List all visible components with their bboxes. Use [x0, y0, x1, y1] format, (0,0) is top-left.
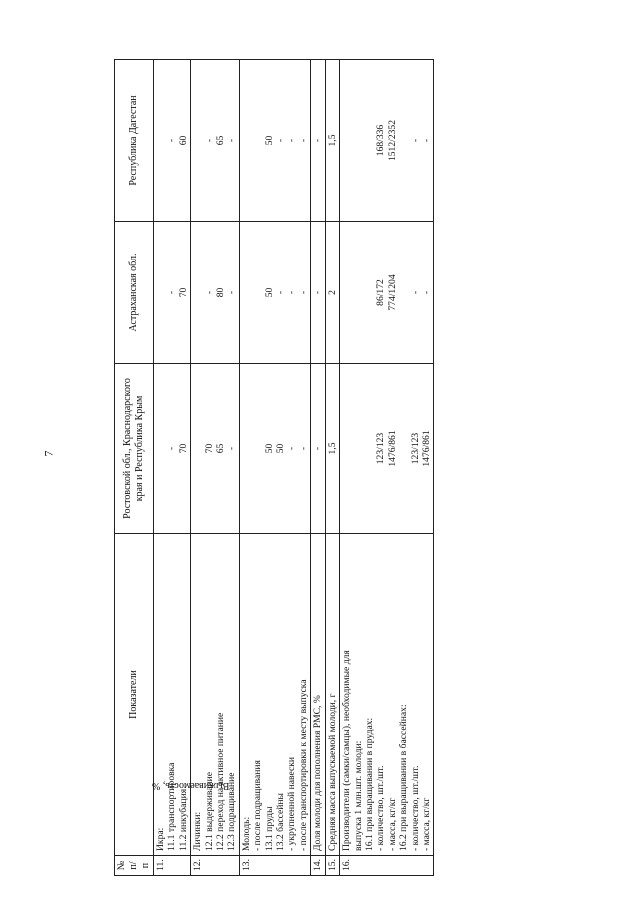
dagestan-value	[364, 64, 375, 217]
rostov-value: -	[312, 446, 324, 451]
astrakhan-value: -	[409, 290, 421, 295]
astrakhan-value: -	[286, 290, 298, 295]
indicator-line: Молодь:	[240, 816, 252, 851]
dagestan-value: -	[286, 138, 298, 143]
indicator-line: 13.2 бассейны	[275, 793, 287, 851]
indicator-cell	[340, 534, 434, 856]
page-number: 7	[41, 450, 56, 457]
astrakhan-value-cell	[340, 222, 434, 364]
row-number	[311, 856, 325, 876]
astrakhan-value: -	[297, 290, 309, 295]
indicator-line: Средняя масса выпускаемой молоди, г	[326, 693, 338, 851]
astrakhan-value: 50	[263, 287, 275, 298]
astrakhan-value-cell	[325, 222, 339, 364]
table-row	[311, 60, 325, 876]
rostov-value: -	[226, 446, 238, 451]
dagestan-value: -	[312, 138, 324, 143]
header-indicator: Показатели	[115, 534, 154, 856]
astrakhan-value	[192, 226, 203, 359]
indicator-line: - укрупненной навески	[286, 756, 298, 851]
row-number-text: 13.	[240, 859, 252, 871]
dagestan-value-cell	[325, 60, 339, 222]
indicator-line: 12.1 выдерживание	[203, 771, 215, 851]
indicator-line: Личинки:	[192, 811, 204, 851]
rostov-value-cell	[340, 364, 434, 534]
indicator-line: 16.1 при выращивании в прудах:	[363, 717, 375, 851]
rostov-value: 70	[203, 443, 215, 454]
dagestan-value: -	[420, 138, 432, 143]
indicator-line: выпуска 1 млн.шт. молоди:	[352, 740, 364, 851]
indicator-line: Доля молоди для пополнения РМС, %	[312, 695, 324, 851]
rostov-value: 50	[275, 443, 287, 454]
indicator-line: 12.2 переход на активное питание	[215, 712, 227, 851]
rostov-value: 70	[177, 443, 189, 454]
dagestan-value: 168/336	[375, 124, 387, 157]
indicator-line: 16.2 при выращивании в бассейнах:	[398, 704, 410, 851]
rostov-value: 1,5	[326, 442, 338, 455]
rostov-value: -	[286, 446, 298, 451]
row-number	[325, 856, 339, 876]
astrakhan-value: -	[312, 290, 324, 295]
rostov-value	[364, 368, 375, 529]
astrakhan-value	[398, 226, 409, 359]
astrakhan-value: 80	[215, 287, 227, 298]
indicator-line: 11.2 инкубация	[177, 788, 189, 851]
astrakhan-value: 774/1204	[386, 274, 398, 311]
dagestan-value	[155, 64, 166, 217]
rostov-value	[241, 368, 252, 529]
rostov-value-cell	[154, 364, 191, 534]
indicator-line: 11.1 транспортировка	[166, 762, 178, 851]
indicator-line: - после транспортировки к месту выпуска	[297, 679, 309, 851]
rostov-value: 123/123	[375, 432, 387, 465]
rostov-value: 123/123	[409, 432, 421, 465]
row-number	[191, 856, 240, 876]
rostov-value: 50	[263, 443, 275, 454]
astrakhan-value-cell	[154, 222, 191, 364]
rostov-value-cell	[239, 364, 310, 534]
astrakhan-value	[341, 226, 352, 359]
rostov-value	[398, 368, 409, 529]
dagestan-value: -	[166, 138, 178, 143]
dagestan-value-cell	[340, 60, 434, 222]
dagestan-value-cell	[191, 60, 240, 222]
table-row	[191, 60, 240, 876]
row-number	[154, 856, 191, 876]
rostov-value-cell	[191, 364, 240, 534]
astrakhan-value: -	[275, 290, 287, 295]
indicator-cell	[154, 534, 191, 856]
dagestan-value: -	[409, 138, 421, 143]
table-row	[325, 60, 339, 876]
indicator-line: - количество, шт./шт.	[409, 765, 421, 851]
header-astrakhan: Астраханская обл.	[115, 222, 154, 364]
indicator-line: - количество, шт./шт.	[375, 765, 387, 851]
astrakhan-value: -	[203, 290, 215, 295]
dagestan-value: 1,5	[326, 134, 338, 147]
indicator-line: Производители (самки/самцы), необходимые для	[341, 650, 353, 851]
rostov-value-cell	[311, 364, 325, 534]
astrakhan-value: -	[226, 290, 238, 295]
rostov-value: -	[297, 446, 309, 451]
table-row	[239, 60, 310, 876]
row-number-text: 14.	[312, 859, 324, 871]
dagestan-value: 1512/2352	[386, 119, 398, 162]
header-num: № п/п	[115, 856, 154, 876]
astrakhan-value: -	[166, 290, 178, 295]
astrakhan-value-cell	[311, 222, 325, 364]
indicator-cell	[239, 534, 310, 856]
rostov-value	[192, 368, 203, 529]
table-container	[114, 60, 432, 876]
rostov-value	[341, 368, 352, 529]
dagestan-value: -	[203, 138, 215, 143]
astrakhan-value	[155, 226, 166, 359]
dagestan-value	[192, 64, 203, 217]
astrakhan-value: 2	[326, 290, 338, 295]
header-dagestan: Республика Дагестан	[115, 60, 154, 222]
rostov-value: 1476/861	[386, 430, 398, 467]
astrakhan-value: -	[420, 290, 432, 295]
dagestan-value	[353, 64, 364, 217]
dagestan-value: 50	[263, 135, 275, 146]
dagestan-value	[398, 64, 409, 217]
rostov-value: -	[166, 446, 178, 451]
rostov-value	[252, 368, 263, 529]
dagestan-value: 65	[215, 135, 227, 146]
table-row	[154, 60, 191, 876]
astrakhan-value-cell	[239, 222, 310, 364]
row-number	[340, 856, 434, 876]
dagestan-value-cell	[239, 60, 310, 222]
rostov-value: 65	[215, 443, 227, 454]
dagestan-value-cell	[154, 60, 191, 222]
astrakhan-value	[353, 226, 364, 359]
dagestan-value	[241, 64, 252, 217]
table-row	[340, 60, 434, 876]
rostov-value-cell	[325, 364, 339, 534]
indicators-table	[114, 59, 434, 876]
rostov-value: 1476/861	[420, 430, 432, 467]
dagestan-value: -	[297, 138, 309, 143]
indicator-line: 13.1 пруды	[263, 806, 275, 851]
astrakhan-value	[241, 226, 252, 359]
dagestan-value: -	[275, 138, 287, 143]
dagestan-value	[252, 64, 263, 217]
indicator-cell	[311, 534, 325, 856]
astrakhan-value	[252, 226, 263, 359]
indicator-cell	[325, 534, 339, 856]
astrakhan-value: 70	[177, 287, 189, 298]
rostov-value	[353, 368, 364, 529]
row-number	[239, 856, 310, 876]
rostov-value	[155, 368, 166, 529]
row-number-text: 12.	[192, 859, 204, 871]
indicator-line: Икра:	[155, 827, 166, 851]
survival-rate-label: Выживаемость, %	[152, 780, 230, 791]
row-number-text: 11.	[155, 859, 166, 871]
dagestan-value: 60	[177, 135, 189, 146]
indicator-line: 12.3 подращивание	[226, 772, 238, 851]
indicator-line: - масса, кг/кг	[386, 797, 398, 851]
header-row	[115, 60, 154, 876]
dagestan-value-cell	[311, 60, 325, 222]
indicator-line: - после подращивания	[252, 760, 264, 851]
dagestan-value: -	[226, 138, 238, 143]
astrakhan-value: 86/172	[375, 279, 387, 306]
astrakhan-value	[364, 226, 375, 359]
row-number-text: 16.	[341, 859, 353, 871]
header-rostov: Ростовской обл., Краснодарского края и Республика Крым	[115, 364, 154, 534]
dagestan-value	[341, 64, 352, 217]
indicator-cell	[191, 534, 240, 856]
row-number-text: 15.	[326, 859, 338, 871]
indicator-line: - масса, кг/кг	[420, 797, 432, 851]
astrakhan-value-cell	[191, 222, 240, 364]
